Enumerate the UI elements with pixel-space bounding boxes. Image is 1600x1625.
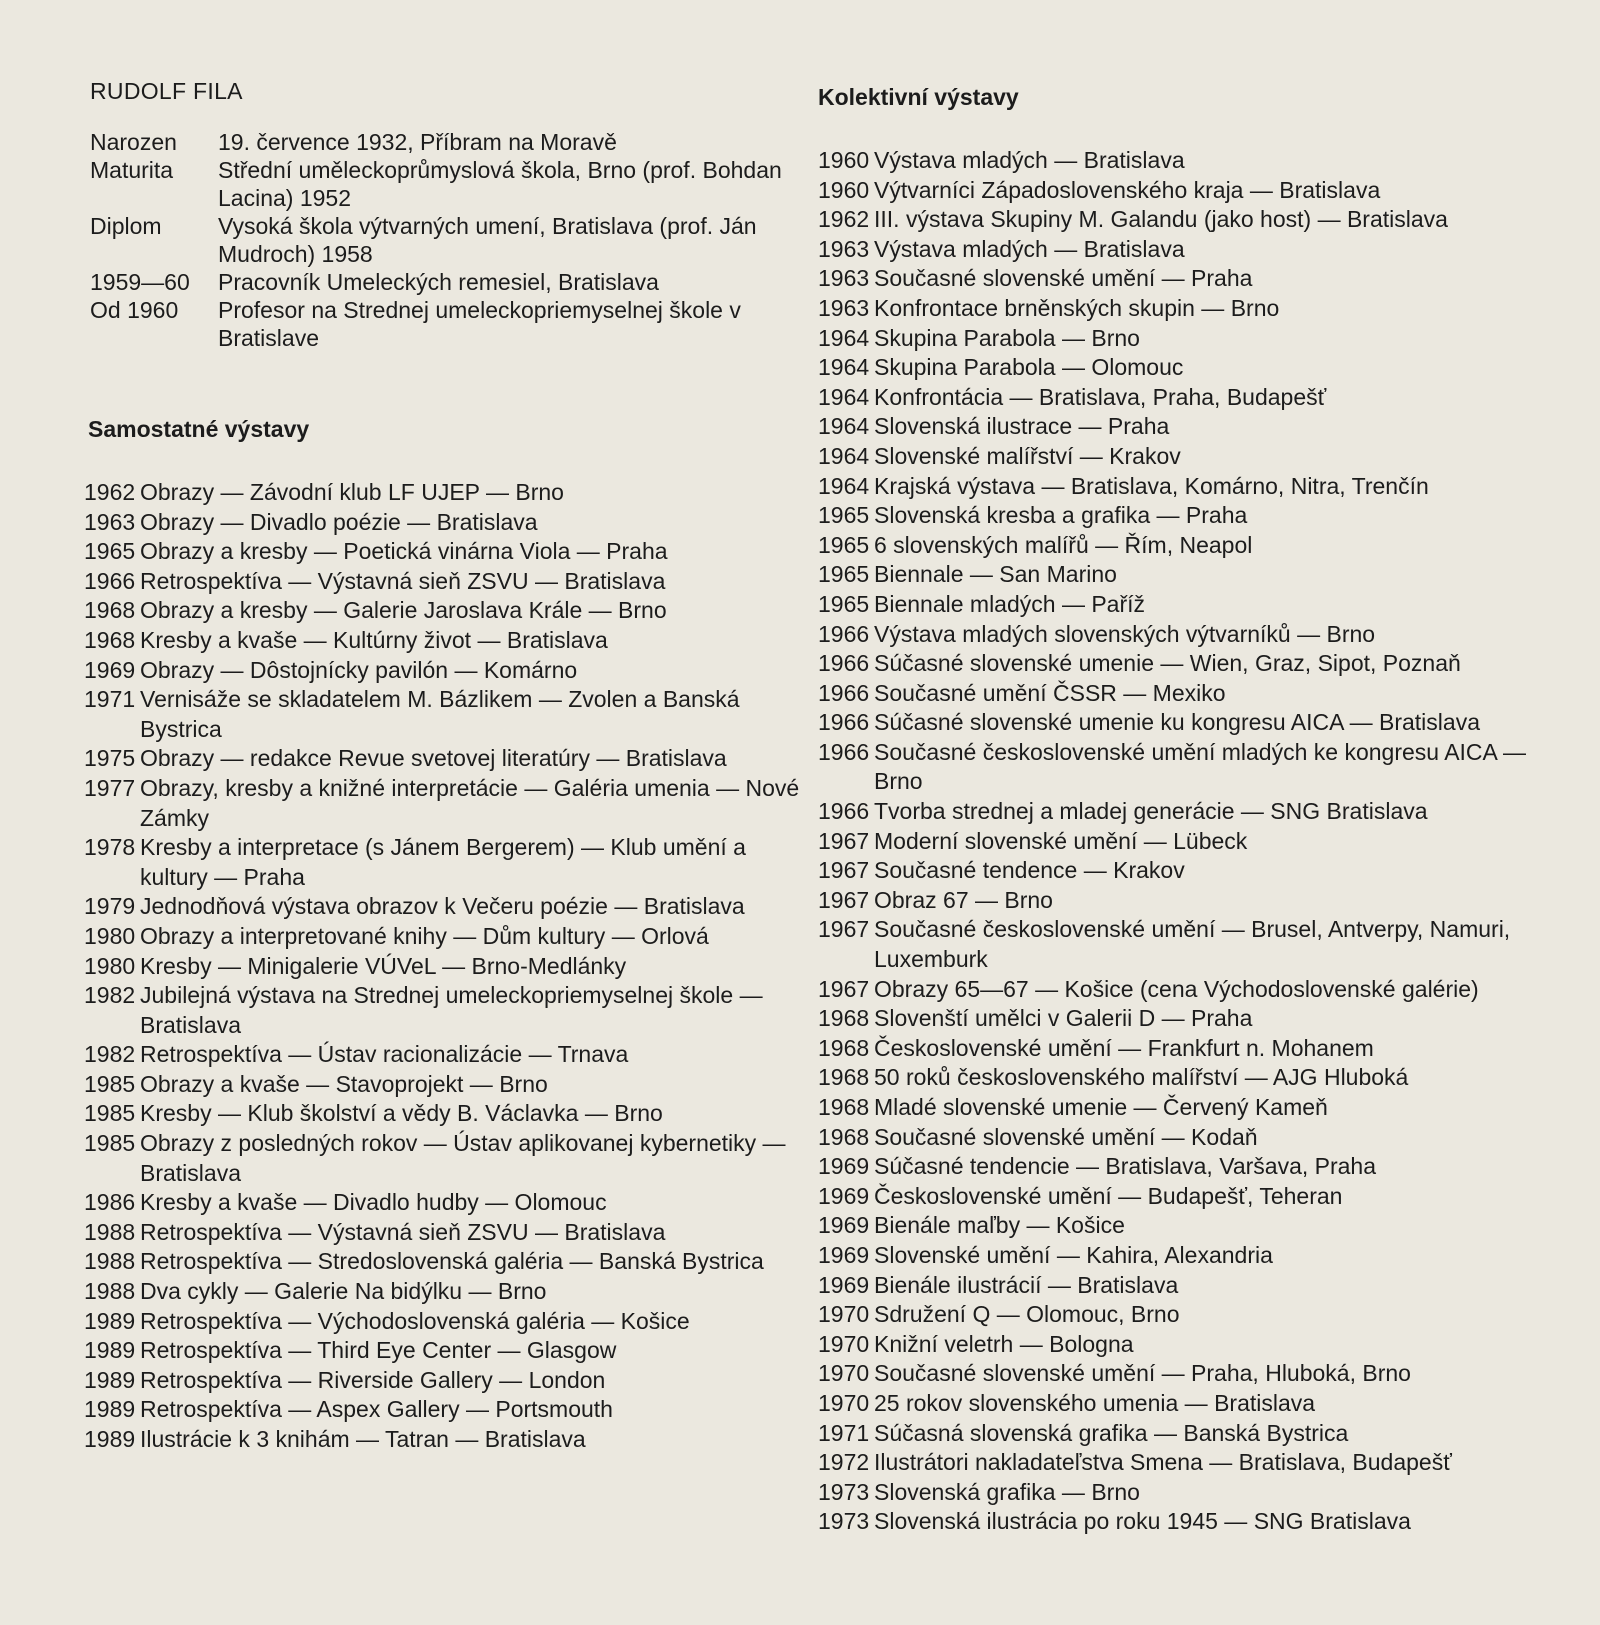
exhibition-text: Kresby a kvaše — Divadlo hudby — Olomouc <box>140 1189 607 1216</box>
exhibition-year: 1971 <box>84 686 136 713</box>
exhibition-text: Současné slovenské umění — Praha <box>874 265 1253 292</box>
exhibition-entry <box>818 472 1548 502</box>
exhibition-year: 1982 <box>84 1041 136 1068</box>
exhibition-text: 6 slovenských malířů — Řím, Neapol <box>874 531 1253 558</box>
exhibition-year: 1967 <box>818 857 870 884</box>
exhibition-entry <box>818 708 1548 738</box>
exhibition-entry <box>818 1359 1548 1389</box>
exhibition-entry <box>818 620 1548 650</box>
exhibition-text: Kresby a kvaše — Kultúrny život — Bratislava <box>140 626 608 653</box>
exhibition-entry <box>818 531 1548 561</box>
exhibition-text: III. výstava Skupiny M. Galandu (jako host) — Bratislava <box>874 206 1448 233</box>
bio-label: Od 1960 <box>90 297 179 323</box>
exhibition-entry <box>84 952 804 982</box>
bio-text: 19. července 1932, Příbram na Moravě <box>218 129 617 155</box>
exhibition-year: 1966 <box>818 650 870 677</box>
exhibition-text: Obrazy a kresby — Galerie Jaroslava Krále — Brno <box>140 597 667 624</box>
exhibition-text: Konfrontace brněnských skupin — Brno <box>874 294 1280 321</box>
exhibition-entry <box>818 679 1548 709</box>
exhibition-text: Československé umění — Budapešť, Teheran <box>874 1182 1343 1209</box>
exhibition-year: 1980 <box>84 952 136 979</box>
exhibition-year: 1968 <box>818 1094 870 1120</box>
exhibition-entry <box>84 656 804 686</box>
exhibition-entry <box>818 264 1548 294</box>
exhibition-text: Biennale mladých — Paříž <box>874 590 1146 617</box>
exhibition-entry <box>84 744 804 774</box>
exhibition-year: 1963 <box>818 294 870 321</box>
exhibition-year: 1967 <box>818 975 870 1002</box>
exhibition-text: Obrazy — Divadlo poézie — Bratislava <box>140 508 538 535</box>
bio-row <box>84 156 804 212</box>
exhibition-entry <box>818 176 1548 206</box>
exhibition-year: 1963 <box>818 235 870 262</box>
bio-label: Narozen <box>90 129 177 155</box>
exhibition-year: 1970 <box>818 1389 870 1416</box>
exhibition-entry <box>84 774 804 833</box>
right-column <box>818 82 1548 1537</box>
exhibition-year: 1966 <box>818 620 870 647</box>
exhibition-text: Obraz 67 — Brno <box>874 886 1053 913</box>
bio-label: Maturita <box>90 157 174 183</box>
exhibition-text: Retrospektíva — Výstavná sieň ZSVU — Bratislava <box>140 567 666 594</box>
exhibition-year: 1985 <box>84 1130 136 1157</box>
exhibition-entry <box>818 1211 1548 1241</box>
exhibition-text: Jubilejná výstava na Strednej umeleckopriemyselnej škole — Bratislava <box>140 982 763 1038</box>
exhibition-year: 1966 <box>818 798 870 825</box>
exhibition-year: 1964 <box>818 324 870 351</box>
exhibition-text: 25 rokov slovenského umenia — Bratislava <box>874 1389 1316 1416</box>
exhibition-entry <box>84 981 804 1040</box>
exhibition-text: Současné tendence — Krakov <box>874 857 1185 884</box>
exhibition-entry <box>84 1129 804 1188</box>
exhibition-text: Skupina Parabola — Brno <box>874 324 1140 351</box>
exhibition-year: 1968 <box>818 1064 870 1091</box>
exhibition-year: 1967 <box>818 886 870 913</box>
exhibition-year: 1965 <box>84 538 136 565</box>
exhibition-text: Současné slovenské umění — Praha, Hluboká, Brno <box>874 1360 1411 1387</box>
exhibition-year: 1964 <box>818 354 870 381</box>
exhibition-text: Současné československé umění mladých ke kongresu AICA — Brno <box>874 738 1527 795</box>
exhibition-year: 1970 <box>818 1330 870 1357</box>
exhibition-text: Kresby — Minigalerie VÚVeL — Brno-Medlánky <box>140 952 627 979</box>
exhibition-entry <box>818 1507 1548 1537</box>
exhibition-text: Skupina Parabola — Olomouc <box>874 354 1184 381</box>
exhibition-year: 1969 <box>818 1212 870 1239</box>
exhibition-entry <box>818 383 1548 413</box>
exhibition-entry <box>818 1300 1548 1330</box>
exhibition-entry <box>818 235 1548 265</box>
exhibition-year: 1969 <box>818 1241 870 1268</box>
exhibition-entry <box>84 537 804 567</box>
bio-row <box>84 212 804 268</box>
exhibition-year: 1968 <box>818 1005 870 1032</box>
exhibition-entry <box>818 412 1548 442</box>
exhibition-entry <box>84 1307 804 1337</box>
exhibition-text: Výstava mladých — Bratislava <box>874 147 1185 173</box>
exhibition-text: Retrospektíva — Východoslovenská galéria — Košice <box>140 1307 690 1334</box>
exhibition-text: Tvorba strednej a mladej generácie — SNG Bratislava <box>874 798 1428 825</box>
exhibition-text: Slovenská kresba a grafika — Praha <box>874 502 1248 529</box>
exhibition-text: Slovenská grafika — Brno <box>874 1478 1140 1505</box>
exhibition-text: Biennale — San Marino <box>874 561 1117 588</box>
exhibition-text: Slovenské malířství — Krakov <box>874 442 1181 469</box>
exhibition-year: 1977 <box>84 774 136 801</box>
exhibition-year: 1975 <box>84 745 136 772</box>
exhibition-entry <box>818 560 1548 590</box>
exhibition-entry <box>818 915 1548 974</box>
solo-exhibitions-list <box>84 478 804 1455</box>
exhibition-year: 1963 <box>818 265 870 292</box>
exhibition-text: Slovenská ilustrácia po roku 1945 — SNG Bratislava <box>874 1508 1411 1535</box>
exhibition-entry <box>84 1277 804 1307</box>
exhibition-year: 1967 <box>818 916 870 943</box>
exhibition-text: Obrazy z posledných rokov — Ústav aplikovanej kybernetiky — Bratislava <box>140 1130 786 1186</box>
exhibition-text: Obrazy — redakce Revue svetovej literatúry — Bratislava <box>140 745 727 772</box>
exhibition-year: 1966 <box>818 709 870 736</box>
exhibition-text: Bienále maľby — Košice <box>874 1212 1125 1239</box>
exhibition-text: Československé umění — Frankfurt n. Mohanem <box>874 1034 1374 1061</box>
exhibition-text: Kresby — Klub školství a vědy B. Václavka — Brno <box>140 1100 663 1127</box>
exhibition-text: Výtvarníci Západoslovenského kraja — Bratislava <box>874 176 1381 203</box>
left-column <box>84 76 804 1455</box>
artist-name: RUDOLF FILA <box>90 78 243 104</box>
exhibition-text: Sdružení Q — Olomouc, Brno <box>874 1301 1180 1328</box>
exhibition-entry <box>818 1123 1548 1153</box>
bio-text: Pracovník Umeleckých remesiel, Bratislava <box>218 269 659 295</box>
exhibition-text: Obrazy — Dôstojnícky pavilón — Komárno <box>140 656 578 683</box>
exhibition-text: Súčasné tendencie — Bratislava, Varšava, Praha <box>874 1153 1377 1180</box>
exhibition-text: Obrazy 65—67 — Košice (cena Východoslovenské galérie) <box>874 975 1479 1002</box>
exhibition-text: Retrospektíva — Riverside Gallery — London <box>140 1366 606 1393</box>
exhibition-entry <box>818 324 1548 354</box>
exhibition-text: Retrospektíva — Stredoslovenská galéria — Banská Bystrica <box>140 1248 764 1275</box>
bio-row <box>84 268 804 296</box>
exhibition-text: Vernisáže se skladatelem M. Bázlikem — Zvolen a Banská Bystrica <box>140 686 740 742</box>
exhibition-year: 1964 <box>818 442 870 469</box>
exhibition-year: 1985 <box>84 1070 136 1097</box>
exhibition-year: 1966 <box>818 738 870 765</box>
exhibition-text: Retrospektíva — Ústav racionalizácie — Trnava <box>140 1041 629 1068</box>
exhibition-text: Retrospektíva — Aspex Gallery — Portsmouth <box>140 1396 613 1423</box>
exhibition-entry <box>818 1093 1548 1123</box>
exhibition-year: 1960 <box>818 147 870 173</box>
exhibition-text: Výstava mladých — Bratislava <box>874 235 1185 262</box>
exhibition-year: 1968 <box>818 1034 870 1061</box>
exhibition-text: Ilustrácie k 3 knihám — Tatran — Bratislava <box>140 1426 586 1452</box>
exhibition-entry <box>84 1395 804 1425</box>
exhibition-entry <box>84 478 804 508</box>
exhibition-year: 1980 <box>84 922 136 949</box>
exhibition-text: Kresby a interpretace (s Jánem Bergerem) — Klub umění a kultury — Praha <box>140 834 746 890</box>
exhibition-year: 1967 <box>818 827 870 854</box>
exhibition-text: Obrazy a interpretované knihy — Dům kultury — Orlová <box>140 922 709 949</box>
exhibition-year: 1966 <box>818 679 870 706</box>
exhibition-entry <box>818 797 1548 827</box>
exhibition-entry <box>818 975 1548 1005</box>
exhibition-year: 1969 <box>818 1271 870 1298</box>
exhibition-year: 1970 <box>818 1360 870 1387</box>
exhibition-text: Bienále ilustrácií — Bratislava <box>874 1271 1179 1298</box>
exhibition-entry <box>818 1448 1548 1478</box>
exhibition-text: Ilustrátori nakladateľstva Smena — Bratislava, Budapešť <box>874 1449 1452 1476</box>
exhibition-year: 1965 <box>818 502 870 529</box>
exhibition-entry <box>84 685 804 744</box>
exhibition-entry <box>84 1218 804 1248</box>
exhibition-entry <box>818 827 1548 857</box>
exhibition-year: 1989 <box>84 1307 136 1334</box>
exhibition-year: 1965 <box>818 590 870 617</box>
exhibition-text: Výstava mladých slovenských výtvarníků — Brno <box>874 620 1376 647</box>
exhibition-year: 1989 <box>84 1337 136 1364</box>
exhibition-text: Současné umění ČSSR — Mexiko <box>874 679 1226 706</box>
exhibition-entry <box>818 442 1548 472</box>
exhibition-year: 1988 <box>84 1278 136 1305</box>
exhibition-entry <box>84 1425 804 1455</box>
exhibition-entry <box>818 146 1548 176</box>
exhibition-entry <box>84 833 804 892</box>
exhibition-text: Knižní veletrh — Bologna <box>874 1330 1134 1357</box>
exhibition-year: 1969 <box>818 1153 870 1180</box>
exhibition-year: 1965 <box>818 531 870 558</box>
exhibition-entry <box>818 1034 1548 1064</box>
exhibition-text: Obrazy — Závodní klub LF UJEP — Brno <box>140 479 564 505</box>
exhibition-entry <box>818 353 1548 383</box>
exhibition-year: 1971 <box>818 1419 870 1446</box>
exhibition-entry <box>818 1241 1548 1271</box>
exhibition-text: Jednodňová výstava obrazov k Večeru poézie — Bratislava <box>140 893 745 920</box>
exhibition-text: Současné československé umění — Brusel, Antverpy, Namuri, Luxemburk <box>874 916 1511 973</box>
exhibition-year: 1963 <box>84 508 136 535</box>
exhibition-entry <box>818 1330 1548 1360</box>
exhibition-year: 1968 <box>818 1123 870 1150</box>
exhibition-entry <box>818 590 1548 620</box>
exhibition-entry <box>84 626 804 656</box>
exhibition-entry <box>84 1366 804 1396</box>
exhibition-year: 1964 <box>818 383 870 410</box>
exhibition-year: 1972 <box>818 1449 870 1476</box>
exhibition-year: 1962 <box>818 206 870 233</box>
exhibition-text: Dva cykly — Galerie Na bidýlku — Brno <box>140 1278 547 1305</box>
exhibition-entry <box>818 1478 1548 1508</box>
bio-text: Profesor na Strednej umeleckopriemyselnej škole v Bratislave <box>218 297 741 351</box>
exhibition-entry <box>818 501 1548 531</box>
exhibition-entry <box>818 294 1548 324</box>
exhibition-entry <box>818 1004 1548 1034</box>
exhibition-text: Súčasné slovenské umenie — Wien, Graz, Sipot, Poznaň <box>874 650 1461 677</box>
exhibition-entry <box>818 205 1548 235</box>
exhibition-entry <box>84 508 804 538</box>
exhibition-year: 1960 <box>818 176 870 203</box>
bio-label: 1959—60 <box>90 269 190 295</box>
exhibition-year: 1964 <box>818 413 870 440</box>
exhibition-text: Obrazy a kresby — Poetická vinárna Viola — Praha <box>140 538 668 565</box>
solo-exhibitions-title: Samostatné výstavy <box>88 416 310 442</box>
exhibition-entry <box>818 1419 1548 1449</box>
exhibition-text: Obrazy a kvaše — Stavoprojekt — Brno <box>140 1070 548 1097</box>
exhibition-entry <box>84 922 804 952</box>
exhibition-text: Retrospektíva — Výstavná sieň ZSVU — Bratislava <box>140 1218 666 1245</box>
bio-row <box>84 296 804 352</box>
exhibition-year: 1989 <box>84 1366 136 1393</box>
exhibition-year: 1966 <box>84 567 136 594</box>
exhibition-year: 1970 <box>818 1301 870 1328</box>
exhibition-text: Súčasné slovenské umenie ku kongresu AICA — Bratislava <box>874 709 1480 736</box>
biography <box>84 128 804 352</box>
exhibition-entry <box>84 1040 804 1070</box>
exhibition-entry <box>818 1063 1548 1093</box>
exhibition-year: 1969 <box>818 1182 870 1209</box>
bio-text: Vysoká škola výtvarných umení, Bratislava (prof. Ján Mudroch) 1958 <box>218 213 757 267</box>
exhibition-entry <box>84 567 804 597</box>
exhibition-entry <box>818 738 1548 797</box>
exhibition-year: 1989 <box>84 1396 136 1423</box>
exhibition-year: 1978 <box>84 834 136 861</box>
exhibition-entry <box>818 1182 1548 1212</box>
exhibition-entry <box>84 1070 804 1100</box>
exhibition-entry <box>84 1099 804 1129</box>
exhibition-text: Konfrontácia — Bratislava, Praha, Budapešť <box>874 383 1327 410</box>
exhibition-text: Slovenští umělci v Galerii D — Praha <box>874 1005 1253 1032</box>
exhibition-text: Slovenská ilustrace — Praha <box>874 413 1170 440</box>
exhibition-entry <box>818 856 1548 886</box>
exhibition-text: Krajská výstava — Bratislava, Komárno, Nitra, Trenčín <box>874 472 1429 499</box>
exhibition-text: 50 roků československého malířství — AJG Hluboká <box>874 1064 1409 1091</box>
exhibition-entry <box>818 649 1548 679</box>
exhibition-year: 1973 <box>818 1478 870 1505</box>
bio-text: Střední uměleckoprůmyslová škola, Brno (prof. Bohdan Lacina) 1952 <box>218 157 782 211</box>
exhibition-year: 1968 <box>84 597 136 624</box>
exhibition-year: 1989 <box>84 1426 136 1452</box>
exhibition-entry <box>818 1271 1548 1301</box>
exhibition-entry <box>84 1188 804 1218</box>
exhibition-year: 1986 <box>84 1189 136 1216</box>
exhibition-year: 1979 <box>84 893 136 920</box>
exhibition-year: 1985 <box>84 1100 136 1127</box>
bio-label: Diplom <box>90 213 162 239</box>
exhibition-entry <box>84 892 804 922</box>
exhibition-entry <box>84 596 804 626</box>
exhibition-text: Retrospektíva — Third Eye Center — Glasgow <box>140 1337 617 1364</box>
exhibition-year: 1962 <box>84 479 136 505</box>
exhibition-year: 1965 <box>818 561 870 588</box>
exhibition-year: 1968 <box>84 626 136 653</box>
exhibition-entry <box>818 1152 1548 1182</box>
exhibition-year: 1964 <box>818 472 870 499</box>
exhibition-text: Současné slovenské umění — Kodaň <box>874 1123 1258 1150</box>
group-exhibitions-list <box>818 146 1548 1537</box>
exhibition-text: Slovenské umění — Kahira, Alexandria <box>874 1241 1273 1268</box>
exhibition-entry <box>818 1389 1548 1419</box>
exhibition-year: 1969 <box>84 656 136 683</box>
exhibition-entry <box>84 1336 804 1366</box>
exhibition-year: 1973 <box>818 1508 870 1535</box>
exhibition-text: Súčasná slovenská grafika — Banská Bystrica <box>874 1419 1349 1446</box>
exhibition-text: Mladé slovenské umenie — Červený Kameň <box>874 1094 1328 1120</box>
exhibition-year: 1988 <box>84 1218 136 1245</box>
exhibition-text: Obrazy, kresby a knižné interpretácie — Galéria umenia — Nové Zámky <box>140 774 800 831</box>
exhibition-year: 1988 <box>84 1248 136 1275</box>
group-exhibitions-title: Kolektivní výstavy <box>818 84 1019 110</box>
exhibition-year: 1982 <box>84 982 136 1009</box>
exhibition-entry <box>818 886 1548 916</box>
exhibition-entry <box>84 1247 804 1277</box>
exhibition-text: Moderní slovenské umění — Lübeck <box>874 827 1248 854</box>
bio-row <box>84 128 804 156</box>
